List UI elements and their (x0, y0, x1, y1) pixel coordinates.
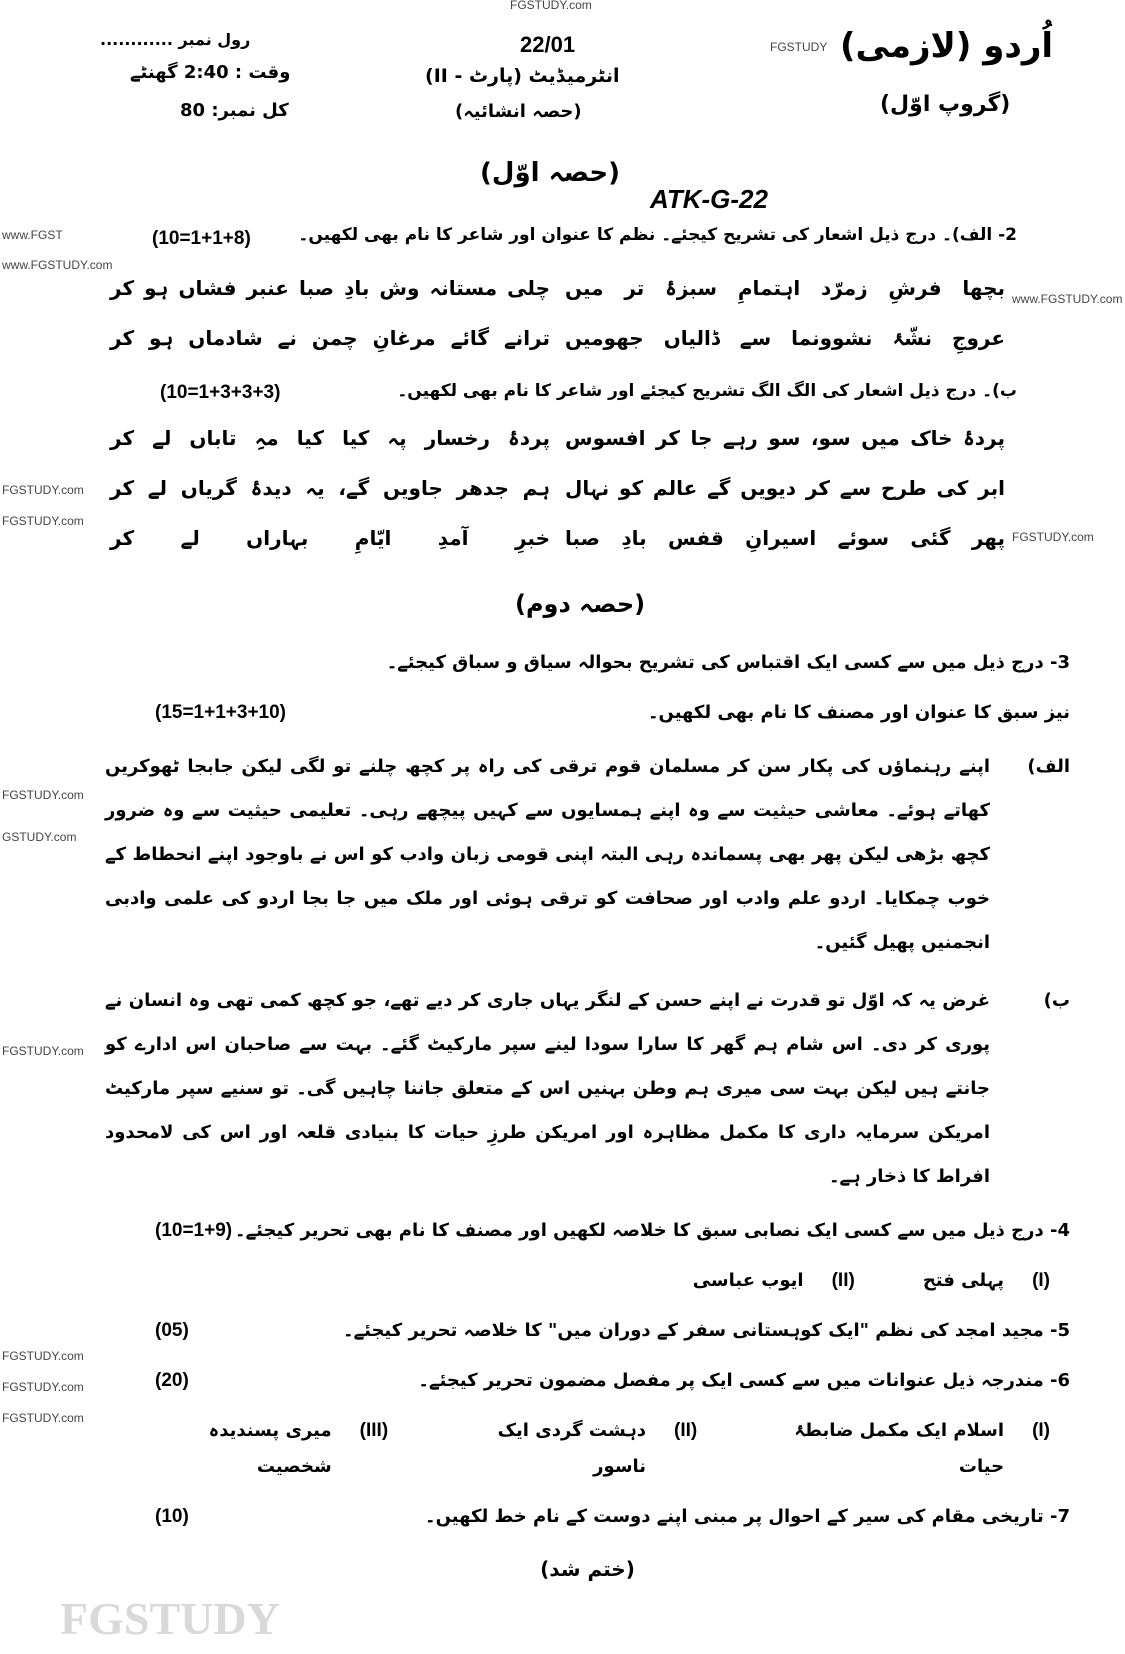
exam-time: وقت : 2:40 گھنٹے (130, 62, 291, 83)
watermark: FGSTUDY.com (2, 483, 84, 497)
q2b-marks: (10=1+3+3+3) (160, 382, 281, 403)
watermark: FGSTUDY.com (1012, 530, 1094, 544)
verse-line: ترانے گائے مرغانِ چمن نے شادماں ہو کر (110, 326, 550, 350)
q5-prompt: 5- مجید امجد کی نظم "ایک کوہستانی سفر کے دوران میں" کا خلاصہ تحریر کیجئے۔ (343, 1320, 1070, 1341)
background-watermark-logo (60, 1592, 280, 1645)
watermark: FGSTUDY.com (2, 1411, 84, 1425)
verse-line: خبرِ آمدِ ایّامِ بہاراں لے کر (110, 526, 550, 550)
q4-options (105, 1263, 1070, 1299)
verse-line: پردۂ رخسار پہ کیا کیا مہِ تاباں لے کر (110, 426, 550, 450)
watermark-logo-text: FGSTUDY (60, 1593, 280, 1644)
group-label: (گروپ اوّل) (880, 92, 1011, 117)
watermark: FGSTUDY (770, 40, 828, 54)
end-marker: (ختم شد) (540, 1557, 635, 1581)
q6-option-number: (III) (359, 1420, 389, 1441)
paper-code: 22/01 (520, 32, 576, 57)
q6-options (105, 1413, 1070, 1485)
q3-header (105, 645, 1070, 681)
q7-header (105, 1499, 1070, 1535)
q6-option: دہشت گردی ایک ناسور (497, 1420, 647, 1477)
stamp: ATK-G-22 (650, 184, 768, 214)
q2a-marks: (10=1+1+8) (152, 228, 251, 249)
watermark: FGSTUDY.com (2, 1349, 84, 1363)
verse-couplet (110, 276, 1005, 300)
q6-option: اسلام ایک مکمل ضابطۂ حیات (794, 1420, 1005, 1477)
q3a-label: الف) (1027, 756, 1070, 777)
watermark: www.FGST (2, 228, 63, 242)
q4-header (105, 1213, 1070, 1249)
q6-header (105, 1363, 1070, 1399)
q7-prompt: 7- تاریخی مقام کی سیر کے احوال پر مبنی اپنے دوست کے نام خط لکھیں۔ (425, 1506, 1070, 1527)
part2-content (105, 645, 1070, 1589)
q2a-prompt: 2- الف)۔ درج ذیل اشعار کی تشریح کیجئے۔ نظم کا عنوان اور شاعر کا نام بھی لکھیں۔ (298, 225, 1017, 245)
verse-line: عروجِ نشّۂ نشوونما سے ڈالیاں جھومیں (565, 326, 1005, 350)
exam-level: انٹرمیڈیٹ (پارٹ - II) (425, 65, 620, 87)
q5-header (105, 1313, 1070, 1349)
q3-prompt: 3- درج ذیل میں سے کسی ایک اقتباس کی تشریح بحوالہ سیاق و سباق کیجئے۔ (386, 652, 1070, 673)
q3a-passage: اپنے رہنماؤں کی پکار سن کر مسلمان قوم ترقی کی راہ پر کچھ چلنے تو لگی لیکن جابجا ٹھوکریں کھاتے ہوئے۔ معاشی حیثیت سے وہ اپنے ہمسایوں سے کہیں پیچھے رہی۔ تعلیمی حیثیت سے وہ ضرور کچھ بڑھی لیکن پھر بھی پسماندہ رہی البتہ اپنی قومی زبان وادب کو اس نے باوجود اپنے انحطاط کے خوب چمکایا۔ اردو علم وادب اور صحافت کو ترقی ہوئی اور ملک میں جا بجا اردو کی علمی وادبی انجمنیں پھیل گئیں۔ (105, 756, 990, 953)
q3-prompt-2: نیز سبق کا عنوان اور مصنف کا نام بھی لکھیں۔ (647, 702, 1070, 723)
section-type: (حصہ انشائیہ) (455, 101, 582, 122)
watermark: GSTUDY.com (2, 830, 77, 844)
subject-title: اُردو (لازمی) (840, 26, 1054, 66)
verse-couplet (110, 476, 1005, 500)
q4-option: ایوب عباسی (692, 1270, 804, 1291)
q3-marks: (15=1+1+3+10) (155, 702, 287, 723)
verse-line: چلی مستانہ وش بادِ صبا عنبر فشاں ہو کر (110, 276, 550, 300)
q6-option-number: (II) (674, 1420, 698, 1441)
q6-option: میری پسندیدہ شخصیت (208, 1420, 332, 1477)
verse-couplet (110, 326, 1005, 350)
q3b-passage: غرض یہ کہ اوّل تو قدرت نے اپنے حسن کے لنگر یہاں جاری کر دیے تھے، جو کچھ کمی تھی وہ انسان نے پوری کر دی۔ اس شام ہم گھر کا سارا سودا لینے سپر مارکیٹ گئے۔ بہت سے صاحبان اس ادارے کو جانتے ہیں لیکن بہت سی میری ہم وطن بہنیں اس کے متعلق جاننا چاہیں گی۔ تو سنیے سپر مارکیٹ امریکن سرمایہ داری کا مکمل مظاہرہ اور امریکن طرزِ حیات کا بنیادی قلعہ اور اس کی لامحدود افراط کا ذخار ہے۔ (105, 990, 990, 1187)
part2-title: (حصہ دوم) (515, 590, 646, 618)
watermark: FGSTUDY.com (2, 1380, 84, 1394)
q6-marks: (20) (155, 1370, 189, 1391)
verse-line: پردۂ خاک میں سو، سو رہے جا کر افسوس (565, 426, 1005, 450)
verse-line: ابر کی طرح سے کر دیویں گے عالم کو نہال (565, 476, 1005, 500)
q4-option-number: (II) (831, 1270, 855, 1291)
q3-subheader (105, 695, 1070, 731)
verse-line: بچھا فرشِ زمرّد اہتمامِ سبزۂ تر میں (565, 276, 1005, 300)
q7-marks: (10) (155, 1506, 189, 1527)
q4-marks: (10=1+9) (155, 1220, 233, 1241)
total-marks: کل نمبر: 80 (180, 100, 289, 121)
verse-line: پھر گئی سوئے اسیرانِ قفس بادِ صبا (565, 526, 1005, 550)
watermark: FGSTUDY.com (2, 1044, 84, 1058)
verse-couplet (110, 526, 1005, 550)
watermark: FGSTUDY.com (2, 788, 84, 802)
q4-option-number: (I) (1032, 1270, 1050, 1291)
verse-couplet (110, 426, 1005, 450)
q6-option-number: (I) (1032, 1420, 1050, 1441)
watermark: www.FGSTUDY.com (1012, 292, 1123, 306)
part1-title: (حصہ اوّل) (480, 158, 621, 188)
watermark: FGSTUDY.com (2, 514, 84, 528)
q3b-item (105, 979, 1070, 1199)
q3a-item (105, 745, 1070, 965)
q4-option: پہلی فتح (922, 1270, 1005, 1291)
watermark: FGSTUDY.com (510, 0, 592, 12)
q3b-label: ب) (1043, 990, 1070, 1011)
q2b-prompt: ب)۔ درج ذیل اشعار کی الگ الگ تشریح کیجئے اور شاعر کا نام بھی لکھیں۔ (397, 381, 1017, 401)
roll-number-field: رول نمبر ............ (100, 30, 251, 49)
q5-marks: (05) (155, 1320, 189, 1341)
watermark: www.FGSTUDY.com (2, 258, 113, 272)
q6-prompt: 6- مندرجہ ذیل عنوانات میں سے کسی ایک پر مفصل مضمون تحریر کیجئے۔ (418, 1370, 1070, 1391)
q4-prompt: 4- درج ذیل میں سے کسی ایک نصابی سبق کا خلاصہ لکھیں اور مصنف کا نام بھی تحریر کیجئے۔ (235, 1220, 1070, 1241)
verse-line: ہم جدھر جاویں گے، یہ دیدۂ گریاں لے کر (110, 476, 550, 500)
